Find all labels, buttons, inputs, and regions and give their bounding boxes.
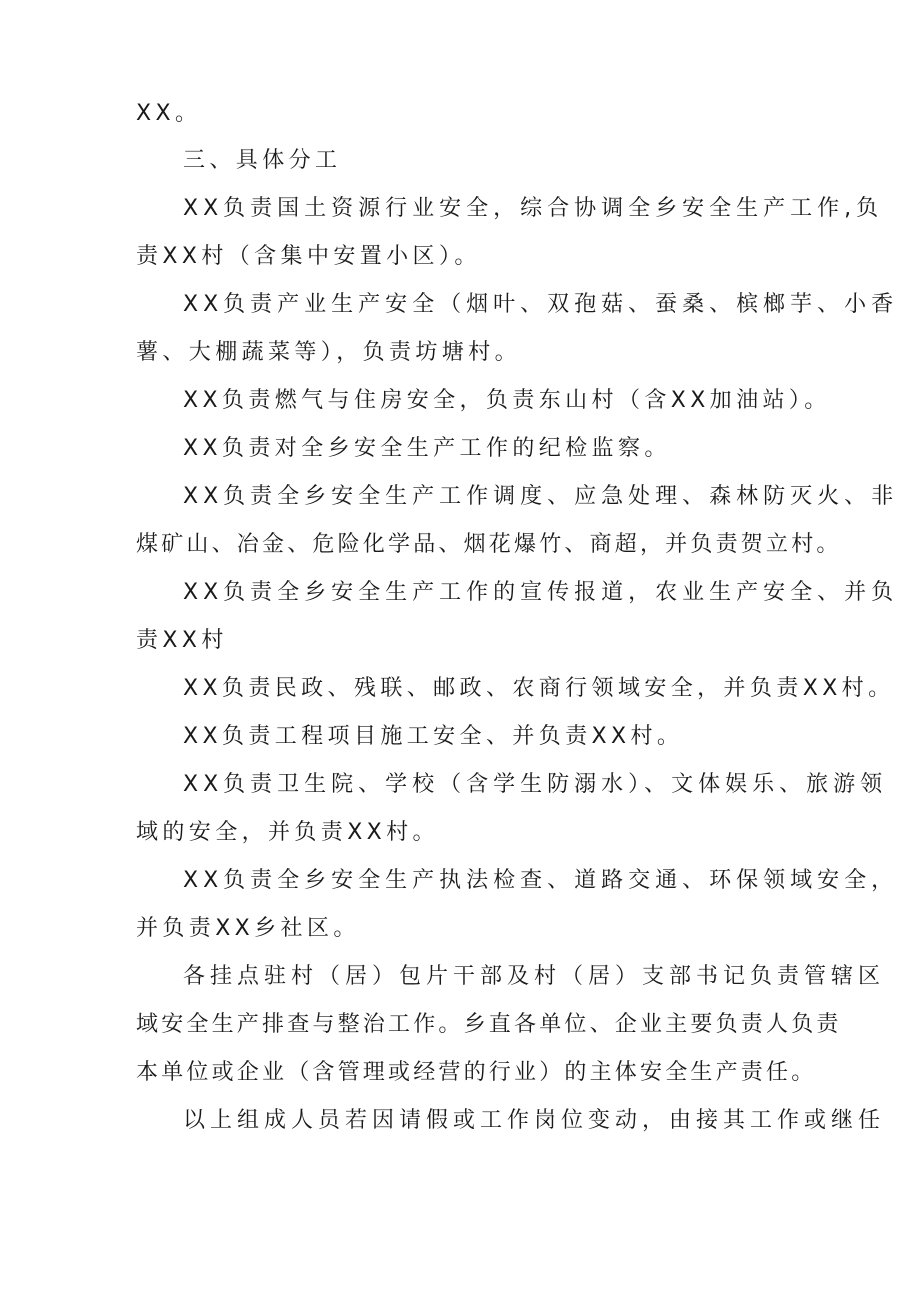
paragraph-line: XX负责卫生院、学校（含学生防溺水）、文体娱乐、旅游领 — [183, 772, 888, 797]
paragraph-line: 各挂点驻村（居）包片干部及村（居）支部书记负责管辖区 — [183, 964, 886, 989]
paragraph-line: XX负责工程项目施工安全、并负责XX村。 — [183, 724, 684, 749]
paragraph-line: XX负责产业生产安全（烟叶、双孢菇、蚕桑、槟榔芋、小香 — [183, 292, 899, 317]
paragraph-line: XX负责全乡安全生产工作调度、应急处理、森林防灭火、非 — [183, 484, 899, 509]
text-line-continuation: XX。 — [136, 101, 202, 126]
paragraph-line: 责XX村 — [136, 628, 228, 653]
paragraph-line: XX负责对全乡安全生产工作的纪检监察。 — [183, 436, 671, 461]
paragraph-line: 以上组成人员若因请假或工作岗位变动，由接其工作或继任 — [183, 1108, 886, 1133]
paragraph-line: 责XX村（含集中安置小区）。 — [136, 244, 481, 269]
paragraph-line: 域的安全，并负责XX村。 — [136, 820, 439, 845]
paragraph-line: XX负责全乡安全生产执法检查、道路交通、环保领域安全， — [183, 868, 899, 893]
paragraph-line: XX负责全乡安全生产工作的宣传报道，农业生产安全、并负 — [183, 580, 899, 605]
paragraph-line: 并负责XX乡社区。 — [136, 916, 360, 941]
paragraph-line: 域安全生产排查与整治工作。乡直各单位、企业主要负责人负责 — [136, 1012, 842, 1037]
paragraph-line: 煤矿山、冶金、危险化学品、烟花爆竹、商超，并负责贺立村。 — [136, 532, 842, 557]
paragraph-line: 薯、大棚蔬菜等），负责坊塘村。 — [136, 340, 522, 365]
paragraph-line: 本单位或企业（含管理或经营的行业）的主体安全生产责任。 — [136, 1060, 817, 1085]
paragraph-line: XX负责燃气与住房安全，负责东山村（含XX加油站）。 — [183, 388, 831, 413]
paragraph-line: XX负责国土资源行业安全，综合协调全乡安全生产工作,负 — [183, 196, 884, 221]
paragraph-line: XX负责民政、残联、邮政、农商行领域安全，并负责XX村。 — [183, 676, 895, 701]
section-heading: 三、具体分工 — [183, 148, 342, 173]
